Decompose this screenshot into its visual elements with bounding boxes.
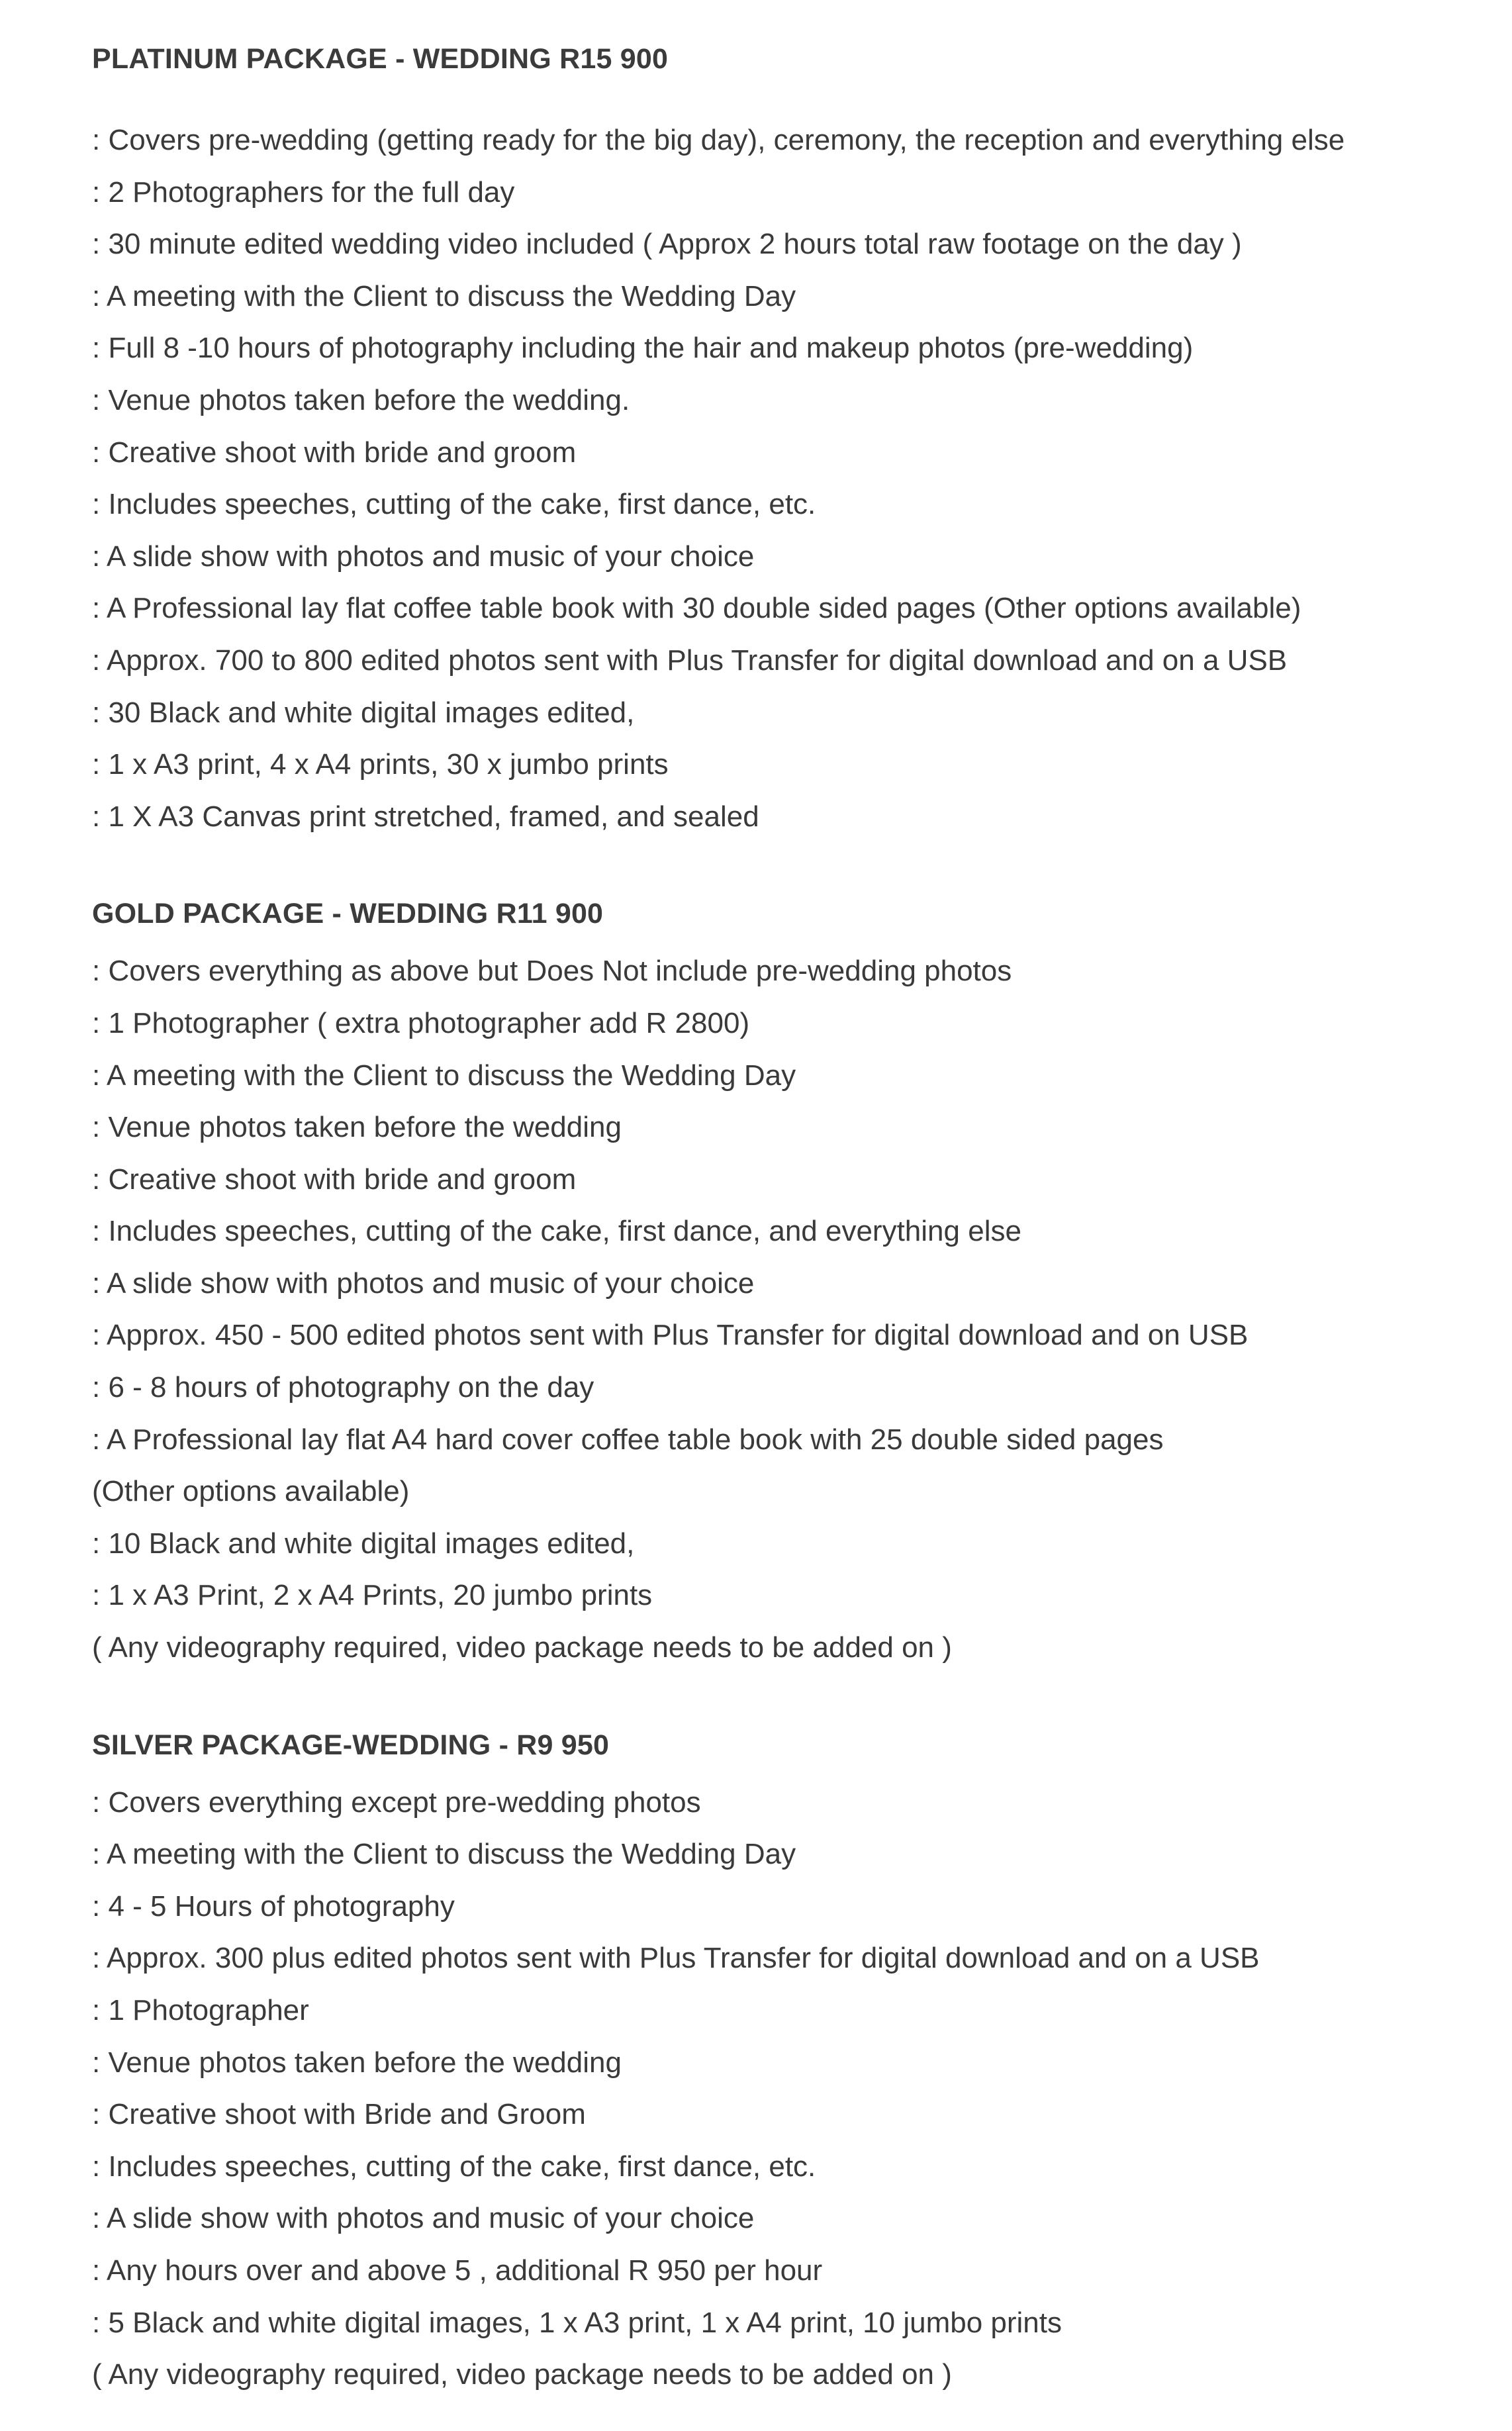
- list-item: : Creative shoot with Bride and Groom: [92, 2098, 586, 2131]
- list-item: : 30 Black and white digital images edited,: [92, 696, 635, 729]
- platinum-package: [92, 38, 1456, 843]
- list-item: ( Any videography required, video package needs to be added on ): [92, 1631, 952, 1664]
- list-item: : Approx. 700 to 800 edited photos sent with Plus Transfer for digital download and on a USB: [92, 644, 1288, 677]
- list-item: : 30 minute edited wedding video included ( Approx 2 hours total raw footage on the day ): [92, 228, 1242, 261]
- silver-package: [92, 1725, 1456, 2401]
- list-item: : Any hours over and above 5 , additional R 950 per hour: [92, 2254, 823, 2287]
- list-item: : A slide show with photos and music of your choice: [92, 1266, 755, 1300]
- list-item: : A meeting with the Client to discuss the Wedding Day: [92, 1838, 796, 1871]
- list-item: : Covers everything as above but Does Not include pre-wedding photos: [92, 955, 1012, 988]
- list-item: (Other options available): [92, 1475, 410, 1508]
- list-item: ( Any videography required, video package needs to be added on ): [92, 2358, 952, 2391]
- gold-package: [92, 893, 1456, 1674]
- package-title: GOLD PACKAGE - WEDDING R11 900: [92, 898, 604, 930]
- list-item: : Includes speeches, cutting of the cake, first dance, and everything else: [92, 1215, 1021, 1248]
- list-item: : Venue photos taken before the wedding: [92, 2046, 622, 2079]
- list-item: : 1 Photographer: [92, 1994, 309, 2026]
- list-item: : A Professional lay flat coffee table book with 30 double sided pages (Other options available): [92, 592, 1301, 625]
- list-item: : A Professional lay flat A4 hard cover coffee table book with 25 double sided pages: [92, 1423, 1164, 1456]
- list-item: : Covers everything except pre-wedding photos: [92, 1786, 701, 1819]
- list-item: : A meeting with the Client to discuss the Wedding Day: [92, 1059, 796, 1092]
- packages-page: [92, 38, 1456, 2401]
- list-item: : 1 x A3 print, 4 x A4 prints, 30 x jumbo prints: [92, 748, 669, 781]
- list-item: : 4 - 5 Hours of photography: [92, 1889, 455, 1923]
- list-item: : Approx. 300 plus edited photos sent with Plus Transfer for digital download and on a USB: [92, 1942, 1260, 1975]
- list-item: : 1 X A3 Canvas print stretched, framed, and sealed: [92, 800, 759, 833]
- list-item: : Full 8 -10 hours of photography including the hair and makeup photos (pre-wedding): [92, 332, 1194, 365]
- list-item: : A slide show with photos and music of your choice: [92, 540, 755, 573]
- list-item: : A meeting with the Client to discuss the Wedding Day: [92, 279, 796, 312]
- list-item: : Includes speeches, cutting of the cake, first dance, etc.: [92, 2150, 816, 2183]
- list-item: : A slide show with photos and music of your choice: [92, 2202, 755, 2235]
- package-items: [92, 1777, 1456, 2401]
- list-item: : Creative shoot with bride and groom: [92, 436, 577, 469]
- list-item: : 10 Black and white digital images edited,: [92, 1527, 635, 1560]
- list-item: : 1 Photographer ( extra photographer add R 2800): [92, 1006, 750, 1039]
- package-items: [92, 945, 1456, 1674]
- list-item: : 1 x A3 Print, 2 x A4 Prints, 20 jumbo prints: [92, 1579, 653, 1612]
- list-item: : 5 Black and white digital images, 1 x A3 print, 1 x A4 print, 10 jumbo prints: [92, 2306, 1062, 2339]
- list-item: : Creative shoot with bride and groom: [92, 1163, 577, 1196]
- package-title: PLATINUM PACKAGE - WEDDING R15 900: [92, 43, 669, 75]
- list-item: : 6 - 8 hours of photography on the day: [92, 1371, 594, 1404]
- list-item: : Covers pre-wedding (getting ready for the big day), ceremony, the reception and everything else: [92, 124, 1345, 156]
- list-item: : 2 Photographers for the full day: [92, 175, 515, 209]
- list-item: : Venue photos taken before the wedding.: [92, 383, 630, 416]
- list-item: : Approx. 450 - 500 edited photos sent with Plus Transfer for digital download and on USB: [92, 1319, 1249, 1352]
- list-item: : Venue photos taken before the wedding: [92, 1111, 622, 1144]
- list-item: : Includes speeches, cutting of the cake, first dance, etc.: [92, 488, 816, 521]
- package-title: SILVER PACKAGE-WEDDING - R9 950: [92, 1729, 610, 1761]
- package-items: [92, 115, 1456, 843]
